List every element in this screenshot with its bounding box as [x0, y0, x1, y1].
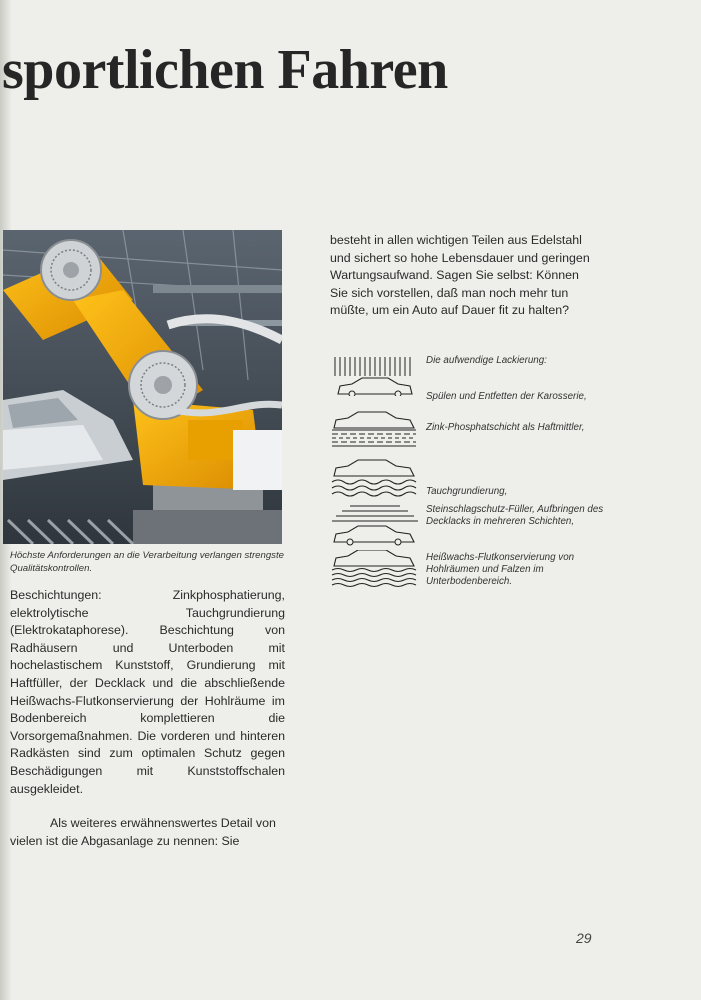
photo-caption: Höchste Anforderungen an die Verarbeitung verlangen strengste Qualitätskontrollen.: [10, 550, 284, 574]
diagram-step-2-label: Zink-Phosphatschicht als Haftmittler,: [426, 422, 585, 433]
left-paragraph-1: Beschichtungen: Zinkphosphatierung, elektrolytische Tauchgrundierung (Elektrokataphorese). Beschichtung von Radhäusern und Unterboden mit hochelastischem Kunststoff, Grundierung mit Haftfüller, der Decklack und die abschließende Heißwachs-Flutkonservierung der Hohlräume im Bodenbereich komplettieren die Vorsorgemaßnahmen. Die vorderen und hinteren Radkästen sind zum optimalen Schutz gegen Beschädigungen mit Kunststoffschalen ausgekleidet.: [10, 588, 285, 796]
car-zinc-phosphate-icon: [330, 408, 420, 448]
diagram-title: Die aufwendige Lackierung:: [426, 355, 547, 366]
right-paragraph: besteht in allen wichtigen Teilen aus Edelstahl und sichert so hohe Lebensdauer und geringen Wartungsaufwand. Sagen Sie selbst: Können Sie sich vorstellen, daß man noch mehr tun müßte, um ein Auto auf Dauer fit zu halten?: [330, 233, 590, 318]
page-number: 29: [576, 930, 592, 946]
car-stone-chip-icon: [330, 502, 420, 546]
car-hot-wax-icon: [330, 550, 420, 590]
car-dip-primer-icon: [330, 458, 420, 498]
page-headline: sportlichen Fahren: [2, 39, 448, 101]
left-column: [10, 587, 285, 867]
diagram-step-5-label: Heißwachs-Flutkonservierung von Hohlräumen und Falzen im Unterbodenbereich.: [426, 552, 575, 587]
diagram-step-1-label: Spülen und Entfetten der Karosserie,: [426, 391, 587, 402]
diagram-step-4-label: Steinschlagschutz-Füller, Aufbringen des Decklacks in mehreren Schichten,: [426, 504, 604, 527]
diagram-step-3-label: Tauchgrundierung,: [426, 486, 508, 497]
left-paragraph-2: Als weiteres erwähnenswertes Detail von vielen ist die Abgasanlage zu nennen: Sie: [10, 816, 276, 848]
right-column: [330, 232, 600, 320]
robot-photo: [3, 230, 282, 544]
